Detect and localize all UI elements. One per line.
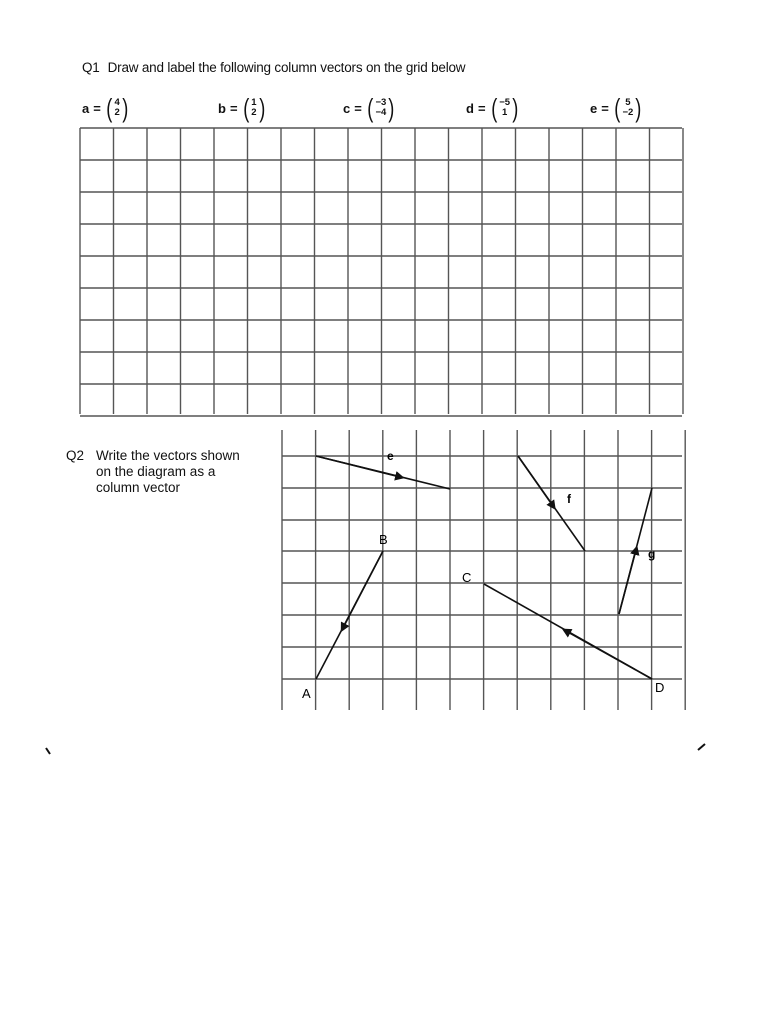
vector-g-arrowhead	[619, 550, 636, 614]
point-c-label: C	[462, 570, 472, 585]
q1-blank-grid[interactable]	[80, 128, 683, 416]
vector-e-label: e	[387, 449, 394, 463]
point-d-label: D	[655, 680, 665, 695]
equals-sign: =	[229, 100, 238, 116]
vector-f-arrowhead	[518, 456, 553, 506]
equals-sign: =	[601, 100, 609, 116]
corner-mark-right	[698, 744, 705, 750]
vector-top-component: −5	[499, 97, 511, 108]
vector-top-component: 1	[251, 97, 257, 108]
vector-bottom-component: 2	[114, 107, 120, 118]
vector-f-label: f	[567, 492, 571, 506]
vector-top-component: 5	[625, 97, 631, 108]
vector-d-definition: d = ( −5 1 )	[466, 93, 519, 123]
vector-name: e	[590, 100, 598, 116]
vector-name: c	[343, 100, 351, 116]
corner-mark-left	[46, 748, 50, 754]
vector-name: a	[82, 100, 90, 116]
vector-name: b	[218, 100, 226, 116]
vector-cd-arrowhead	[566, 631, 652, 679]
vector-e-definition: e = ( 5 −2 )	[590, 93, 642, 123]
equals-sign: =	[354, 100, 362, 116]
q2-vector-grid	[282, 430, 685, 710]
vector-top-component: −3	[375, 97, 387, 108]
equals-sign: =	[93, 100, 101, 116]
q2-number: Q2	[66, 448, 85, 463]
vector-b-definition: b = ( 1 2 )	[218, 93, 265, 123]
vector-top-component: 4	[114, 97, 120, 108]
vector-bottom-component: −2	[622, 107, 634, 118]
vector-name: d	[466, 100, 474, 116]
vector-bottom-component: 1	[501, 107, 508, 118]
vector-a-definition: a = ( 4 2 )	[82, 93, 129, 123]
point-a-label: A	[302, 686, 311, 701]
q2-instruction-line: on the diagram as a	[96, 464, 216, 479]
equals-sign: =	[477, 100, 486, 116]
vector-g-label: g	[648, 547, 656, 561]
point-b-label: B	[379, 532, 388, 547]
vector-c-definition: c = ( −3 −4 )	[343, 93, 395, 123]
q2-instruction-line: column vector	[96, 480, 181, 495]
q2-instruction-line: Write the vectors shown	[96, 448, 240, 463]
q1-number: Q1	[82, 60, 100, 75]
vector-bottom-component: 2	[251, 107, 257, 118]
vector-bottom-component: −4	[375, 107, 387, 118]
q1-instruction: Draw and label the following column vectors on the grid below	[107, 60, 466, 75]
